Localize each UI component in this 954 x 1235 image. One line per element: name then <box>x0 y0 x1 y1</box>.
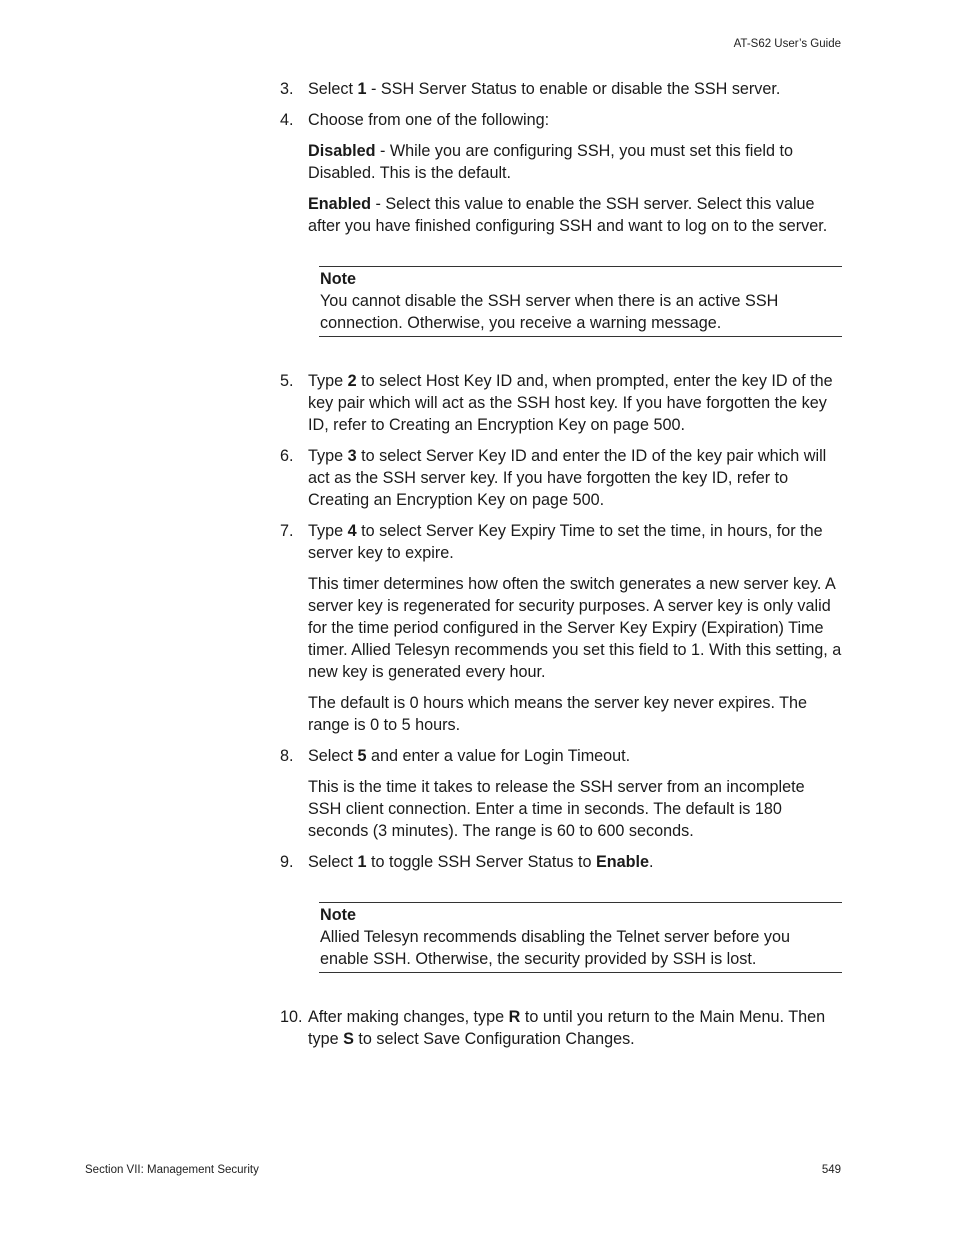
step-9: 9. Select 1 to toggle SSH Server Status to Enable. <box>280 853 654 871</box>
step-5: 5. Type 2 to select Host Key ID and, when prompted, enter the key ID of the key pair which will act as the SSH host key. If you have forgotten the key ID, refer to Creating an Encryption Key on page 500. <box>280 372 833 434</box>
note-text: You cannot disable the SSH server when there is an active SSH connection. Otherwise, you receive a warning message. <box>320 292 779 332</box>
step-7: 7. Type 4 to select Server Key Expiry Time to set the time, in hours, for the server key to expire. <box>280 522 823 562</box>
step-number: 5. <box>280 372 294 390</box>
running-header: AT-S62 User’s Guide <box>733 38 841 50</box>
option-disabled: Disabled - While you are configuring SSH, you must set this field to Disabled. This is the default. <box>308 142 793 182</box>
page-content <box>280 78 842 1059</box>
note-title: Note <box>320 906 356 924</box>
step-number: 6. <box>280 447 294 465</box>
note-box-1 <box>319 266 842 337</box>
option-enabled: Enabled - Select this value to enable the SSH server. Select this value after you have finished configuring SSH and want to log on to the server. <box>308 195 828 235</box>
step-number: 8. <box>280 747 294 765</box>
step-number: 3. <box>280 80 294 98</box>
step-8: 8. Select 5 and enter a value for Login Timeout. <box>280 747 631 765</box>
footer-page-number: 549 <box>821 1164 841 1176</box>
step-8-paragraph-1: This is the time it takes to release the SSH server from an incomplete SSH client connection. Enter a time in seconds. The default is 180 seconds (3 minutes). The range is 60 to 600 seconds. <box>308 778 805 840</box>
step-4: 4. Choose from one of the following: <box>280 111 550 129</box>
step-3: 3. Select 1 - SSH Server Status to enable or disable the SSH server. <box>280 80 781 98</box>
step-number: 4. <box>280 111 294 129</box>
step-7-paragraph-2: The default is 0 hours which means the server key never expires. The range is 0 to 5 hours. <box>308 694 808 734</box>
step-number: 9. <box>280 853 294 871</box>
note-box-2 <box>319 902 842 973</box>
step-number: 10. <box>280 1008 303 1026</box>
note-title: Note <box>320 270 356 288</box>
step-7-paragraph-1: This timer determines how often the switch generates a new server key. A server key is regenerated for security purposes. A server key is only valid for the time period configured in the Server Key Expiry (Expiration) Time timer. Allied Telesyn recommends you set this field to 1. With this setting, a new key is generated every hour. <box>308 575 842 681</box>
step-10: 10. After making changes, type R to until you return to the Main Menu. Then type S to select Save Configuration Changes. <box>280 1008 826 1048</box>
footer-section: Section VII: Management Security <box>85 1164 259 1176</box>
step-6: 6. Type 3 to select Server Key ID and enter the ID of the key pair which will act as the SSH server key. If you have forgotten the key ID, refer to Creating an Encryption Key on page 500. <box>280 447 827 509</box>
note-text: Allied Telesyn recommends disabling the Telnet server before you enable SSH. Otherwise, the security provided by SSH is lost. <box>320 928 790 968</box>
step-number: 7. <box>280 522 294 540</box>
